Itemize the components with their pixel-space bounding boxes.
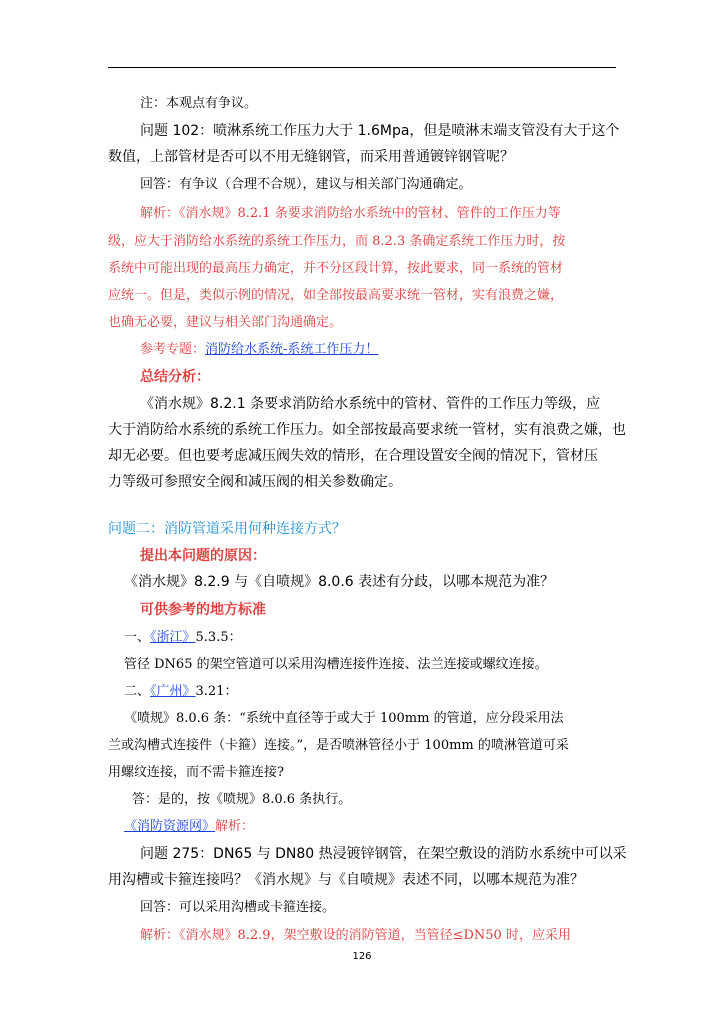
zhejiang-link[interactable]: 《浙江》 xyxy=(150,630,196,645)
question-275-line-2: 用沟槽或卡箍连接吗？《消水规》与《自喷规》表述不同，以哪本规范为准？ xyxy=(108,872,584,888)
question-102-line-1: 问题 102：喷淋系统工作压力大于 1.6Mpa，但是喷淋末端支管没有大于这个 xyxy=(140,123,620,139)
reference-topic-line xyxy=(140,340,378,360)
answer-102: 回答：有争议（合理不合规），建议与相关部门沟通确定。 xyxy=(140,177,472,192)
summary-line-3: 却无必要。但也要考虑减压阀失效的情形，在合理设置安全阀的情况下，管材压 xyxy=(108,448,598,464)
analysis-102-line-4: 应统一。但是，类似示例的情况，如全部按最高要求统一管材，实有浪费之嫌， xyxy=(108,288,564,303)
analysis-275-line-1: 解析：《消水规》8.2.9，架空敷设的消防管道，当管径≤DN50 时，应采用 xyxy=(140,928,571,943)
zhejiang-item: 一、《浙江》5.3.5： xyxy=(124,630,242,645)
question-275-line-1: 问题 275：DN65 与 DN80 热浸镀锌钢管，在架空敷设的消防水系统中可以采 xyxy=(140,846,627,862)
question-two-heading: 问题二：消防管道采用何种连接方式？ xyxy=(108,521,346,537)
reason-text: 《消水规》8.2.9 与《自喷规》8.0.6 表述有分歧，以哪本规范为准？ xyxy=(124,574,555,590)
resource-site-link[interactable]: 《消防资源网》 xyxy=(124,819,216,834)
reference-topic-label: 参考专题： xyxy=(140,342,206,357)
page-number: 126 xyxy=(352,951,372,962)
summary-heading: 总结分析： xyxy=(140,369,210,385)
summary-line-1: 《消水规》8.2.1 条要求消防给水系统中的管材、管件的工作压力等级，应 xyxy=(140,396,601,412)
question-102-line-2: 数值，上部管材是否可以不用无缝钢管，而采用普通镀锌钢管呢？ xyxy=(108,149,514,165)
note-line: 注：本观点有争议。 xyxy=(140,96,258,111)
resource-site-line: 《消防资源网》解析： xyxy=(124,819,255,834)
reference-topic-link[interactable]: 消防给水系统-系统工作压力！ xyxy=(205,342,379,357)
guangzhou-answer: 答：是的，按《喷规》8.0.6 条执行。 xyxy=(132,792,352,807)
guangzhou-link[interactable]: 《广州》 xyxy=(150,684,196,699)
guangzhou-text-line-1: 《喷规》8.0.6 条：“系统中直径等于或大于 100mm 的管道，应分段采用法 xyxy=(124,711,564,726)
analysis-102-line-1: 解析：《消水规》8.2.1 条要求消防给水系统中的管材、管件的工作压力等 xyxy=(140,206,561,221)
summary-line-2: 大于消防给水系统的系统工作压力。如全部按最高要求统一管材，实有浪费之嫌，也 xyxy=(108,422,626,438)
local-standards-heading: 可供参考的地方标准 xyxy=(140,602,266,618)
analysis-102-line-5: 也确无必要，建议与相关部门沟通确定。 xyxy=(108,315,343,330)
analysis-102-line-2: 级，应大于消防给水系统的系统工作压力，而 8.2.3 条确定系统工作压力时，按 xyxy=(108,234,566,249)
zhejiang-text: 管径 DN65 的架空管道可以采用沟槽连接件连接、法兰连接或螺纹连接。 xyxy=(124,657,548,672)
guangzhou-text-line-2: 兰或沟槽式连接件（卡箍）连接。”，是否喷淋管径小于 100mm 的喷淋管道可采 xyxy=(108,738,569,753)
summary-line-4: 力等级可参照安全阀和减压阀的相关参数确定。 xyxy=(108,474,402,490)
header-rule xyxy=(108,67,616,68)
reason-heading: 提出本问题的原因： xyxy=(140,548,266,564)
guangzhou-item: 二、《广州》3.21： xyxy=(124,684,238,699)
analysis-102-line-3: 系统中可能出现的最高压力确定，并不分区段计算，按此要求，同一系统的管材 xyxy=(108,261,564,276)
answer-275: 回答：可以采用沟槽或卡箍连接。 xyxy=(140,900,336,915)
guangzhou-text-line-3: 用螺纹连接，而不需卡箍连接? xyxy=(108,765,284,780)
